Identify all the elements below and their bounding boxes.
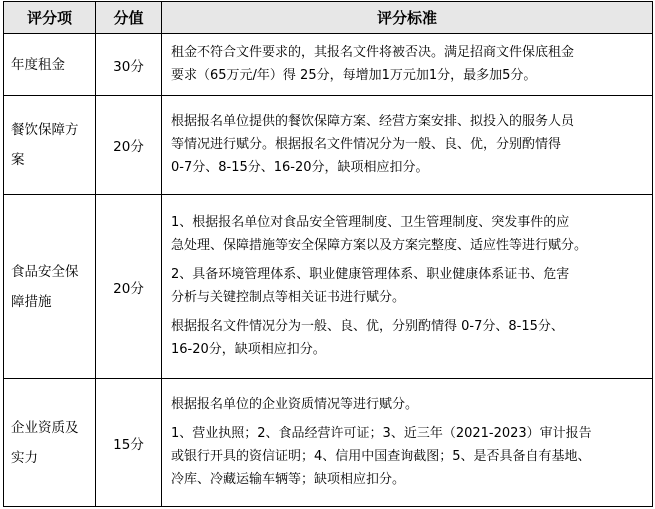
standard-line: 1、根据报名单位对食品安全管理制度、卫生管理制度、突发事件的应 [171, 215, 570, 230]
standard-line: 16-20分，缺项相应扣分。 [171, 342, 326, 357]
scoring-table [3, 1, 653, 507]
standard-line: 租金不符合文件要求的，其报名文件将被否决。满足招商文件保底租金 [171, 45, 575, 60]
standard-line: 急处理、保障措施等安全保障方案以及方案完整度、适应性等进行赋分。 [171, 238, 588, 253]
standard-line: 根据报名单位的企业资质情况等进行赋分。 [171, 397, 419, 412]
standard-line: 分析与关键控制点等相关证书进行赋分。 [171, 290, 406, 305]
row-item-label: 餐饮保障方案 [4, 96, 96, 195]
header-score: 分值 [96, 2, 162, 34]
header-item: 评分项 [4, 2, 96, 34]
standard-line: 2、具备环境管理体系、职业健康管理体系、职业健康体系证书、危害 [171, 267, 570, 282]
row-score-value: 15分 [96, 379, 162, 507]
table-header-row [4, 2, 653, 34]
table-row-food-safety [4, 195, 653, 379]
row-item-label: 企业资质及实力 [4, 379, 96, 507]
standard-line: 要求（65万元/年）得 25分，每增加1万元加1分，最多加5分。 [171, 68, 537, 83]
standard-line: 等情况进行赋分。根据报名文件情况分为一般、良、优，分别酌情得 [171, 137, 562, 152]
standard-line: 根据报名文件情况分为一般、良、优，分别酌情得 0-7分、8-15分、 [171, 319, 564, 334]
row-standard [162, 379, 653, 507]
row-score-value: 20分 [96, 195, 162, 379]
table-row-catering-plan [4, 96, 653, 195]
standard-line: 根据报名单位提供的餐饮保障方案、经营方案安排、拟投入的服务人员 [171, 114, 575, 129]
standard-line: 冷库、冷藏运输车辆等；缺项相应扣分。 [171, 472, 406, 487]
row-item-label: 年度租金 [4, 34, 96, 96]
standard-line: 或银行开具的资信证明；4、信用中国查询截图；5、是否具备自有基地、 [171, 449, 591, 464]
header-standard: 评分标准 [162, 2, 653, 34]
table-row-qualification [4, 379, 653, 507]
table-row-annual-rent [4, 34, 653, 96]
row-standard [162, 34, 653, 96]
standard-line: 0-7分、8-15分、16-20分，缺项相应扣分。 [171, 160, 429, 175]
row-score-value: 30分 [96, 34, 162, 96]
row-standard [162, 195, 653, 379]
row-item-label: 食品安全保障措施 [4, 195, 96, 379]
row-standard [162, 96, 653, 195]
row-score-value: 20分 [96, 96, 162, 195]
standard-line: 1、营业执照；2、食品经营许可证；3、近三年（2021-2023）审计报告 [171, 426, 592, 441]
